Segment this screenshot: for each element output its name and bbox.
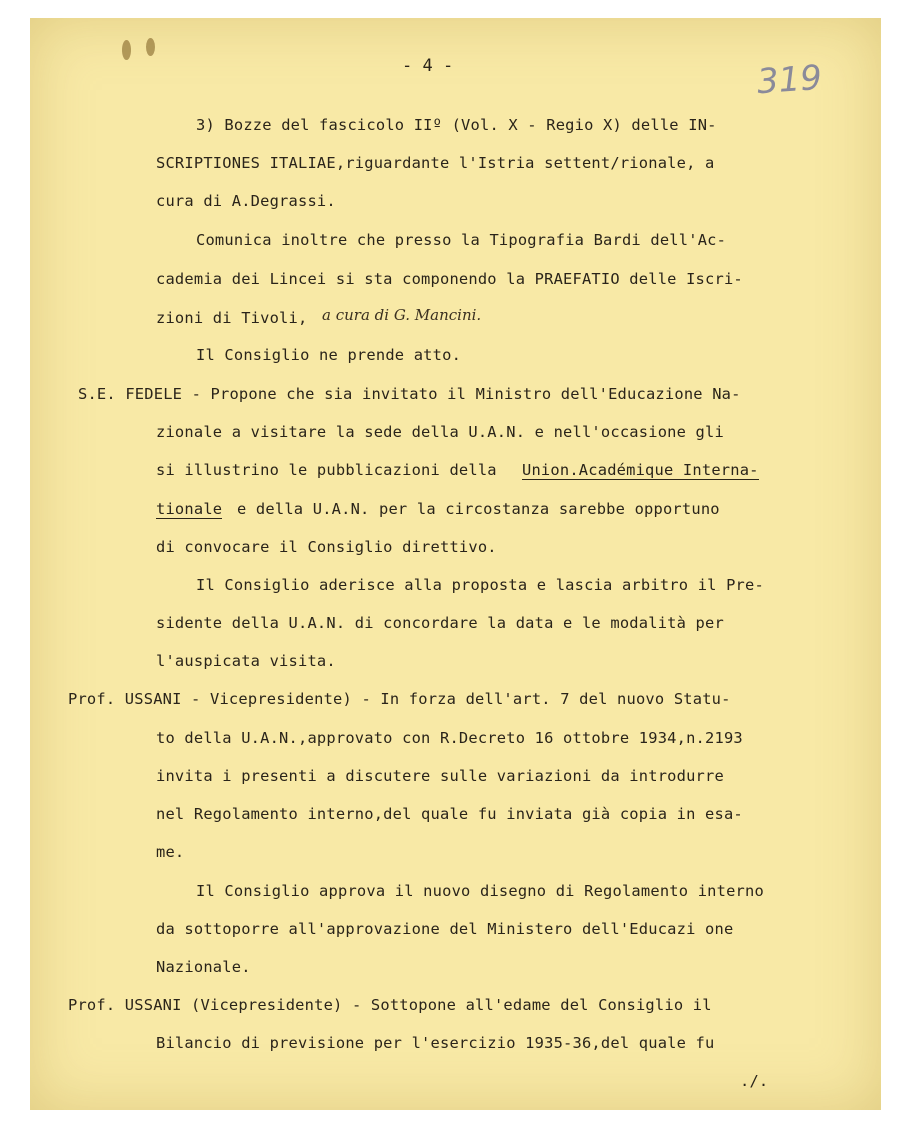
text-line: Comunica inoltre che presso la Tipografia Bardi dell'Ac- <box>196 231 727 249</box>
text-line: cura di A.Degrassi. <box>156 192 336 210</box>
text-line: sidente della U.A.N. di concordare la data e le modalità per <box>156 614 724 632</box>
text-line: Prof. USSANI (Vicepresidente) - Sottopone all'edame del Consiglio il <box>68 996 712 1014</box>
text-line: Prof. USSANI - Vicepresidente) - In forza dell'art. 7 del nuovo Statu- <box>68 690 731 708</box>
document-page <box>30 18 881 1110</box>
ink-stain <box>146 38 155 56</box>
text-line: zioni di Tivoli, <box>156 309 308 327</box>
text-line: me. <box>156 843 185 861</box>
text-line: invita i presenti a discutere sulle variazioni da introdurre <box>156 767 724 785</box>
text-line: Il Consiglio approva il nuovo disegno di Regolamento interno <box>196 882 764 900</box>
text-line: zionale a visitare la sede della U.A.N. e nell'occasione gli <box>156 423 724 441</box>
text-line: ./. <box>740 1072 769 1090</box>
handwritten-note: a cura di G. Mancini. <box>322 306 482 324</box>
text-line: Nazionale. <box>156 958 251 976</box>
text-line: to della U.A.N.,approvato con R.Decreto 16 ottobre 1934,n.2193 <box>156 729 743 747</box>
archive-stamp-number: 319 <box>755 57 824 103</box>
text-line: da sottoporre all'approvazione del Ministero dell'Educazi one <box>156 920 734 938</box>
text-line: Bilancio di previsione per l'esercizio 1935-36,del quale fu <box>156 1034 715 1052</box>
text-line: di convocare il Consiglio direttivo. <box>156 538 497 556</box>
ink-stain <box>122 40 131 60</box>
text-line: nel Regolamento interno,del quale fu inviata già copia in esa- <box>156 805 743 823</box>
page-number: - 4 - <box>402 56 454 76</box>
underlined-text: tionale <box>156 500 223 518</box>
text-line: l'auspicata visita. <box>156 652 336 670</box>
text-line: Il Consiglio aderisce alla proposta e lascia arbitro il Pre- <box>196 576 764 594</box>
underlined-text: Union.Académique Interna- <box>522 461 759 479</box>
text-line: cademia dei Lincei si sta componendo la PRAEFATIO delle Iscri- <box>156 270 743 288</box>
text-line: si illustrino le pubblicazioni della <box>156 461 497 479</box>
text-line: e della U.A.N. per la circostanza sarebbe opportuno <box>237 500 720 518</box>
text-line: 3) Bozze del fascicolo IIº (Vol. X - Regio X) delle IN- <box>196 116 717 134</box>
text-line: SCRIPTIONES ITALIAE,riguardante l'Istria settent/rionale, a <box>156 154 715 172</box>
text-line: S.E. FEDELE - Propone che sia invitato il Ministro dell'Educazione Na- <box>78 385 741 403</box>
text-line: Il Consiglio ne prende atto. <box>196 346 462 364</box>
